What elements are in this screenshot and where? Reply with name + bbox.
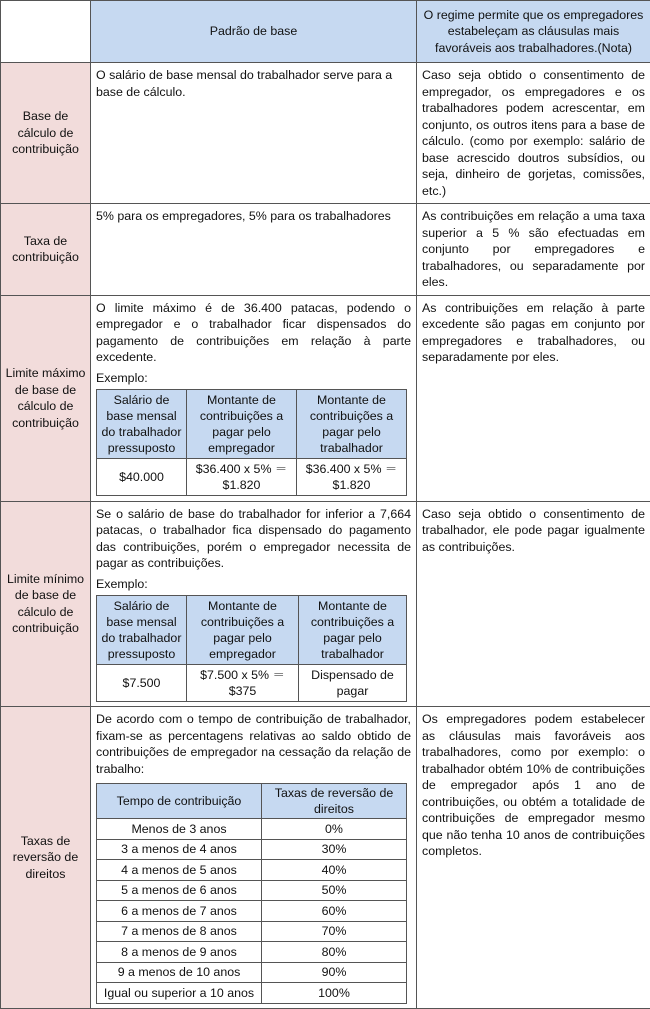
example-value: $7.500 bbox=[97, 665, 187, 702]
standard-cell bbox=[91, 204, 417, 296]
reversion-period: Menos de 3 anos bbox=[97, 819, 262, 840]
reversion-period: 5 a menos de 6 anos bbox=[97, 880, 262, 901]
reversion-rate: 0% bbox=[262, 819, 407, 840]
reversion-table bbox=[96, 783, 407, 1004]
reversion-period: 7 a menos de 8 anos bbox=[97, 921, 262, 942]
reversion-period: 6 a menos de 7 anos bbox=[97, 901, 262, 922]
example-value: $40.000 bbox=[97, 459, 187, 496]
table-row bbox=[1, 707, 650, 1009]
standard-text: O limite máximo é de 36.400 patacas, podendo o empregador e o trabalhador ficar dispensados do pagamento de contribuições em relação à parte excedente. bbox=[96, 300, 411, 366]
example-table bbox=[96, 595, 407, 702]
reversion-rate: 100% bbox=[262, 983, 407, 1004]
header-row bbox=[1, 1, 650, 63]
reversion-rate: 30% bbox=[262, 839, 407, 860]
example-value: $36.400 x 5% ＝$1.820 bbox=[297, 459, 407, 496]
reversion-period: 9 a menos de 10 anos bbox=[97, 962, 262, 983]
reversion-row bbox=[97, 819, 407, 840]
reversion-rate: 80% bbox=[262, 942, 407, 963]
row-label: Taxa de contribuição bbox=[1, 204, 91, 296]
reversion-header: Tempo de contribuição bbox=[97, 784, 262, 819]
regime-cell: Caso seja obtido o consentimento de trabalhador, ele pode pagar igualmente as contribuições. bbox=[417, 501, 650, 707]
reversion-row bbox=[97, 839, 407, 860]
standard-cell bbox=[91, 707, 417, 1009]
table-row bbox=[1, 295, 650, 501]
header-standard: Padrão de base bbox=[91, 1, 417, 63]
table-row bbox=[1, 204, 650, 296]
example-value: Dispensado de pagar bbox=[299, 665, 407, 702]
reversion-row bbox=[97, 860, 407, 881]
reversion-row bbox=[97, 983, 407, 1004]
header-regime: O regime permite que os empregadores estabeleçam as cláusulas mais favoráveis aos trabalhadores.(Nota) bbox=[417, 1, 650, 63]
standard-cell bbox=[91, 295, 417, 501]
table-row bbox=[1, 501, 650, 707]
reversion-row bbox=[97, 901, 407, 922]
row-label: Limite mínimo de base de cálculo de contribuição bbox=[1, 501, 91, 707]
row-label: Base de cálculo de contribuição bbox=[1, 63, 91, 204]
reversion-rate: 60% bbox=[262, 901, 407, 922]
reversion-period: 8 a menos de 9 anos bbox=[97, 942, 262, 963]
regime-cell: Caso seja obtido o consentimento de empregador, os empregadores e os trabalhadores podem acrescentar, em conjunto, os outros itens para a base de cálculo. (como por exemplo: salário de base acrescido doutros subsídios, ou seja, dinheiro de gorjetas, comissões, etc.) bbox=[417, 63, 650, 204]
example-value: $36.400 x 5% ＝$1.820 bbox=[187, 459, 297, 496]
standard-cell bbox=[91, 63, 417, 204]
row-label: Limite máximo de base de cálculo de contribuição bbox=[1, 295, 91, 501]
regime-cell: As contribuições em relação a uma taxa superior a 5 % são efectuadas em conjunto por empregadores e trabalhadores, ou separadamente por eles. bbox=[417, 204, 650, 296]
example-table bbox=[96, 389, 407, 496]
example-header: Salário de base mensal do trabalhador pressuposto bbox=[97, 596, 187, 665]
reversion-header: Taxas de reversão de direitos bbox=[262, 784, 407, 819]
reversion-period: 4 a menos de 5 anos bbox=[97, 860, 262, 881]
corner-cell bbox=[1, 1, 91, 63]
example-value: $7.500 x 5% ＝$375 bbox=[187, 665, 299, 702]
reversion-row bbox=[97, 880, 407, 901]
example-label: Exemplo: bbox=[96, 370, 411, 387]
example-header: Montante de contribuições a pagar pelo empregador bbox=[187, 596, 299, 665]
reversion-rate: 50% bbox=[262, 880, 407, 901]
example-header: Montante de contribuições a pagar pelo trabalhador bbox=[299, 596, 407, 665]
reversion-row bbox=[97, 942, 407, 963]
example-header: Montante de contribuições a pagar pelo trabalhador bbox=[297, 390, 407, 459]
standard-text: De acordo com o tempo de contribuição de trabalhador, fixam-se as percentagens relativas ao saldo obtido de contribuições de empregador na cessação da relação de trabalho: bbox=[96, 711, 411, 777]
reversion-row bbox=[97, 921, 407, 942]
reversion-rate: 70% bbox=[262, 921, 407, 942]
reversion-period: Igual ou superior a 10 anos bbox=[97, 983, 262, 1004]
reversion-rate: 90% bbox=[262, 962, 407, 983]
standard-text: 5% para os empregadores, 5% para os trabalhadores bbox=[96, 208, 411, 225]
example-header: Montante de contribuições a pagar pelo empregador bbox=[187, 390, 297, 459]
reversion-rate: 40% bbox=[262, 860, 407, 881]
reversion-period: 3 a menos de 4 anos bbox=[97, 839, 262, 860]
standard-text: Se o salário de base do trabalhador for inferior a 7,664 patacas, o trabalhador fica dispensado do pagamento das contribuições, porém o empregador necessita de pagar as contribuições. bbox=[96, 506, 411, 572]
regime-cell: Os empregadores podem estabelecer as cláusulas mais favoráveis aos trabalhadores, como por exemplo: o trabalhador obtém 10% de contribuições de empregador após 1 ano de contribuições, ou obtém a totalidade de contribuições de empregador mesmo que não tenha 10 anos de contribuições completos. bbox=[417, 707, 650, 1009]
standard-cell bbox=[91, 501, 417, 707]
table-row bbox=[1, 63, 650, 204]
reversion-row bbox=[97, 962, 407, 983]
row-label: Taxas de reversão de direitos bbox=[1, 707, 91, 1009]
standard-text: O salário de base mensal do trabalhador serve para a base de cálculo. bbox=[96, 67, 411, 100]
example-label: Exemplo: bbox=[96, 576, 411, 593]
regime-cell: As contribuições em relação à parte excedente são pagas em conjunto por empregadores e trabalhadores, ou separadamente por eles. bbox=[417, 295, 650, 501]
example-header: Salário de base mensal do trabalhador pressuposto bbox=[97, 390, 187, 459]
